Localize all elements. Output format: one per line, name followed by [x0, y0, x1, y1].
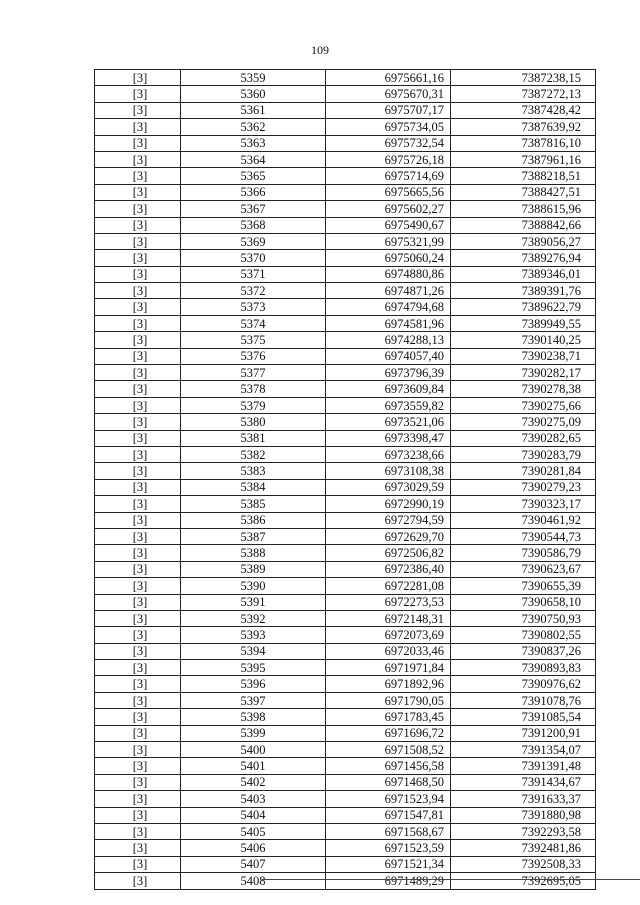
- reference-cell: [3]: [95, 348, 181, 364]
- table-row: [95, 725, 596, 741]
- y-coordinate-cell: 7391078,76: [451, 692, 596, 708]
- x-coordinate-cell: 6971790,05: [326, 692, 451, 708]
- y-coordinate-cell: 7390282,17: [451, 365, 596, 381]
- point-number-cell: 5401: [181, 758, 326, 774]
- y-coordinate-cell: 7389622,79: [451, 299, 596, 315]
- reference-cell: [3]: [95, 496, 181, 512]
- table-row: [95, 774, 596, 790]
- table-row: [95, 545, 596, 561]
- table-row: [95, 201, 596, 217]
- reference-cell: [3]: [95, 446, 181, 462]
- point-number-cell: 5366: [181, 184, 326, 200]
- x-coordinate-cell: 6972794,59: [326, 512, 451, 528]
- table-row: [95, 594, 596, 610]
- point-number-cell: 5361: [181, 102, 326, 118]
- table-row: [95, 414, 596, 430]
- x-coordinate-cell: 6971892,96: [326, 676, 451, 692]
- table-row: [95, 119, 596, 135]
- table-row: [95, 250, 596, 266]
- y-coordinate-cell: 7392481,86: [451, 840, 596, 856]
- y-coordinate-cell: 7387961,16: [451, 151, 596, 167]
- reference-cell: [3]: [95, 250, 181, 266]
- point-number-cell: 5373: [181, 299, 326, 315]
- table-row: [95, 840, 596, 856]
- point-number-cell: 5360: [181, 86, 326, 102]
- point-number-cell: 5388: [181, 545, 326, 561]
- reference-cell: [3]: [95, 430, 181, 446]
- y-coordinate-cell: 7389056,27: [451, 233, 596, 249]
- y-coordinate-cell: 7390283,79: [451, 446, 596, 462]
- point-number-cell: 5383: [181, 463, 326, 479]
- table-row: [95, 512, 596, 528]
- reference-cell: [3]: [95, 414, 181, 430]
- point-number-cell: 5381: [181, 430, 326, 446]
- point-number-cell: 5389: [181, 561, 326, 577]
- y-coordinate-cell: 7389391,76: [451, 283, 596, 299]
- reference-cell: [3]: [95, 479, 181, 495]
- y-coordinate-cell: 7390279,23: [451, 479, 596, 495]
- table-row: [95, 381, 596, 397]
- point-number-cell: 5379: [181, 397, 326, 413]
- table-row: [95, 70, 596, 86]
- y-coordinate-cell: 7390275,66: [451, 397, 596, 413]
- table-row: [95, 873, 596, 889]
- point-number-cell: 5372: [181, 283, 326, 299]
- y-coordinate-cell: 7390655,39: [451, 578, 596, 594]
- bottom-rule: [262, 879, 640, 880]
- x-coordinate-cell: 6974794,68: [326, 299, 451, 315]
- point-number-cell: 5382: [181, 446, 326, 462]
- reference-cell: [3]: [95, 823, 181, 839]
- x-coordinate-cell: 6975734,05: [326, 119, 451, 135]
- x-coordinate-cell: 6973559,82: [326, 397, 451, 413]
- reference-cell: [3]: [95, 873, 181, 889]
- reference-cell: [3]: [95, 512, 181, 528]
- point-number-cell: 5404: [181, 807, 326, 823]
- y-coordinate-cell: 7392695,05: [451, 873, 596, 889]
- table-row: [95, 528, 596, 544]
- y-coordinate-cell: 7388842,66: [451, 217, 596, 233]
- y-coordinate-cell: 7390238,71: [451, 348, 596, 364]
- table-row: [95, 151, 596, 167]
- y-coordinate-cell: 7392508,33: [451, 856, 596, 872]
- table-row: [95, 283, 596, 299]
- x-coordinate-cell: 6973796,39: [326, 365, 451, 381]
- y-coordinate-cell: 7389949,55: [451, 315, 596, 331]
- reference-cell: [3]: [95, 201, 181, 217]
- table-row: [95, 709, 596, 725]
- point-number-cell: 5377: [181, 365, 326, 381]
- table-row: [95, 135, 596, 151]
- table-row: [95, 168, 596, 184]
- x-coordinate-cell: 6973521,06: [326, 414, 451, 430]
- y-coordinate-cell: 7391633,37: [451, 791, 596, 807]
- point-number-cell: 5405: [181, 823, 326, 839]
- x-coordinate-cell: 6971468,50: [326, 774, 451, 790]
- point-number-cell: 5365: [181, 168, 326, 184]
- reference-cell: [3]: [95, 594, 181, 610]
- reference-cell: [3]: [95, 217, 181, 233]
- point-number-cell: 5385: [181, 496, 326, 512]
- point-number-cell: 5397: [181, 692, 326, 708]
- point-number-cell: 5376: [181, 348, 326, 364]
- reference-cell: [3]: [95, 742, 181, 758]
- x-coordinate-cell: 6975060,24: [326, 250, 451, 266]
- y-coordinate-cell: 7389346,01: [451, 266, 596, 282]
- y-coordinate-cell: 7390461,92: [451, 512, 596, 528]
- x-coordinate-cell: 6972033,46: [326, 643, 451, 659]
- point-number-cell: 5408: [181, 873, 326, 889]
- y-coordinate-cell: 7388218,51: [451, 168, 596, 184]
- y-coordinate-cell: 7390893,83: [451, 660, 596, 676]
- x-coordinate-cell: 6972273,53: [326, 594, 451, 610]
- reference-cell: [3]: [95, 70, 181, 86]
- x-coordinate-cell: 6974871,26: [326, 283, 451, 299]
- y-coordinate-cell: 7390586,79: [451, 545, 596, 561]
- y-coordinate-cell: 7390544,73: [451, 528, 596, 544]
- point-number-cell: 5369: [181, 233, 326, 249]
- x-coordinate-cell: 6974880,86: [326, 266, 451, 282]
- x-coordinate-cell: 6975490,67: [326, 217, 451, 233]
- y-coordinate-cell: 7391391,48: [451, 758, 596, 774]
- y-coordinate-cell: 7391200,91: [451, 725, 596, 741]
- table-row: [95, 86, 596, 102]
- x-coordinate-cell: 6975670,31: [326, 86, 451, 102]
- x-coordinate-cell: 6974581,96: [326, 315, 451, 331]
- reference-cell: [3]: [95, 283, 181, 299]
- x-coordinate-cell: 6975602,27: [326, 201, 451, 217]
- reference-cell: [3]: [95, 725, 181, 741]
- x-coordinate-cell: 6971523,59: [326, 840, 451, 856]
- table-row: [95, 430, 596, 446]
- x-coordinate-cell: 6973398,47: [326, 430, 451, 446]
- reference-cell: [3]: [95, 528, 181, 544]
- x-coordinate-cell: 6971971,84: [326, 660, 451, 676]
- table-row: [95, 446, 596, 462]
- x-coordinate-cell: 6975321,99: [326, 233, 451, 249]
- table-row: [95, 758, 596, 774]
- table-row: [95, 217, 596, 233]
- point-number-cell: 5380: [181, 414, 326, 430]
- reference-cell: [3]: [95, 758, 181, 774]
- x-coordinate-cell: 6971456,58: [326, 758, 451, 774]
- reference-cell: [3]: [95, 856, 181, 872]
- table-row: [95, 627, 596, 643]
- point-number-cell: 5362: [181, 119, 326, 135]
- y-coordinate-cell: 7390658,10: [451, 594, 596, 610]
- point-number-cell: 5393: [181, 627, 326, 643]
- y-coordinate-cell: 7391880,98: [451, 807, 596, 823]
- reference-cell: [3]: [95, 168, 181, 184]
- x-coordinate-cell: 6975726,18: [326, 151, 451, 167]
- reference-cell: [3]: [95, 774, 181, 790]
- reference-cell: [3]: [95, 676, 181, 692]
- table-row: [95, 856, 596, 872]
- point-number-cell: 5391: [181, 594, 326, 610]
- point-number-cell: 5378: [181, 381, 326, 397]
- table-row: [95, 660, 596, 676]
- reference-cell: [3]: [95, 643, 181, 659]
- table-row: [95, 266, 596, 282]
- reference-cell: [3]: [95, 709, 181, 725]
- reference-cell: [3]: [95, 627, 181, 643]
- point-number-cell: 5399: [181, 725, 326, 741]
- x-coordinate-cell: 6971521,34: [326, 856, 451, 872]
- table-row: [95, 676, 596, 692]
- x-coordinate-cell: 6972629,70: [326, 528, 451, 544]
- table-row: [95, 233, 596, 249]
- x-coordinate-cell: 6972506,82: [326, 545, 451, 561]
- reference-cell: [3]: [95, 332, 181, 348]
- x-coordinate-cell: 6972990,19: [326, 496, 451, 512]
- y-coordinate-cell: 7391085,54: [451, 709, 596, 725]
- x-coordinate-cell: 6971523,94: [326, 791, 451, 807]
- reference-cell: [3]: [95, 791, 181, 807]
- x-coordinate-cell: 6972148,31: [326, 610, 451, 626]
- y-coordinate-cell: 7390802,55: [451, 627, 596, 643]
- x-coordinate-cell: 6972073,69: [326, 627, 451, 643]
- reference-cell: [3]: [95, 660, 181, 676]
- point-number-cell: 5407: [181, 856, 326, 872]
- table-row: [95, 643, 596, 659]
- reference-cell: [3]: [95, 692, 181, 708]
- table-row: [95, 184, 596, 200]
- point-number-cell: 5368: [181, 217, 326, 233]
- point-number-cell: 5390: [181, 578, 326, 594]
- y-coordinate-cell: 7390323,17: [451, 496, 596, 512]
- reference-cell: [3]: [95, 184, 181, 200]
- point-number-cell: 5398: [181, 709, 326, 725]
- reference-cell: [3]: [95, 266, 181, 282]
- y-coordinate-cell: 7390976,62: [451, 676, 596, 692]
- y-coordinate-cell: 7387238,15: [451, 70, 596, 86]
- table-row: [95, 348, 596, 364]
- table-row: [95, 807, 596, 823]
- reference-cell: [3]: [95, 151, 181, 167]
- x-coordinate-cell: 6971568,67: [326, 823, 451, 839]
- reference-cell: [3]: [95, 807, 181, 823]
- coordinates-table: [94, 69, 596, 890]
- point-number-cell: 5359: [181, 70, 326, 86]
- reference-cell: [3]: [95, 561, 181, 577]
- page-number: 109: [311, 43, 329, 57]
- point-number-cell: 5400: [181, 742, 326, 758]
- x-coordinate-cell: 6974288,13: [326, 332, 451, 348]
- table-row: [95, 397, 596, 413]
- x-coordinate-cell: 6971489,29: [326, 873, 451, 889]
- x-coordinate-cell: 6973609,84: [326, 381, 451, 397]
- table-row: [95, 561, 596, 577]
- table-row: [95, 823, 596, 839]
- y-coordinate-cell: 7390750,93: [451, 610, 596, 626]
- x-coordinate-cell: 6973108,38: [326, 463, 451, 479]
- y-coordinate-cell: 7390623,67: [451, 561, 596, 577]
- reference-cell: [3]: [95, 365, 181, 381]
- reference-cell: [3]: [95, 545, 181, 561]
- point-number-cell: 5394: [181, 643, 326, 659]
- y-coordinate-cell: 7387272,13: [451, 86, 596, 102]
- x-coordinate-cell: 6975714,69: [326, 168, 451, 184]
- y-coordinate-cell: 7390140,25: [451, 332, 596, 348]
- table-row: [95, 365, 596, 381]
- y-coordinate-cell: 7390275,09: [451, 414, 596, 430]
- x-coordinate-cell: 6975732,54: [326, 135, 451, 151]
- y-coordinate-cell: 7392293,58: [451, 823, 596, 839]
- table-row: [95, 463, 596, 479]
- reference-cell: [3]: [95, 135, 181, 151]
- point-number-cell: 5396: [181, 676, 326, 692]
- table-row: [95, 332, 596, 348]
- table-row: [95, 791, 596, 807]
- reference-cell: [3]: [95, 86, 181, 102]
- point-number-cell: 5406: [181, 840, 326, 856]
- table-row: [95, 692, 596, 708]
- reference-cell: [3]: [95, 397, 181, 413]
- x-coordinate-cell: 6975661,16: [326, 70, 451, 86]
- point-number-cell: 5371: [181, 266, 326, 282]
- y-coordinate-cell: 7390282,65: [451, 430, 596, 446]
- x-coordinate-cell: 6973238,66: [326, 446, 451, 462]
- x-coordinate-cell: 6973029,59: [326, 479, 451, 495]
- y-coordinate-cell: 7387639,92: [451, 119, 596, 135]
- y-coordinate-cell: 7388427,51: [451, 184, 596, 200]
- table-row: [95, 479, 596, 495]
- point-number-cell: 5363: [181, 135, 326, 151]
- point-number-cell: 5402: [181, 774, 326, 790]
- point-number-cell: 5386: [181, 512, 326, 528]
- point-number-cell: 5384: [181, 479, 326, 495]
- reference-cell: [3]: [95, 610, 181, 626]
- coordinates-table-body: [95, 70, 596, 890]
- point-number-cell: 5375: [181, 332, 326, 348]
- x-coordinate-cell: 6972386,40: [326, 561, 451, 577]
- x-coordinate-cell: 6972281,08: [326, 578, 451, 594]
- x-coordinate-cell: 6971696,72: [326, 725, 451, 741]
- reference-cell: [3]: [95, 119, 181, 135]
- table-row: [95, 299, 596, 315]
- table-row: [95, 610, 596, 626]
- point-number-cell: 5403: [181, 791, 326, 807]
- point-number-cell: 5364: [181, 151, 326, 167]
- y-coordinate-cell: 7387816,10: [451, 135, 596, 151]
- x-coordinate-cell: 6971547,81: [326, 807, 451, 823]
- reference-cell: [3]: [95, 102, 181, 118]
- reference-cell: [3]: [95, 233, 181, 249]
- x-coordinate-cell: 6971508,52: [326, 742, 451, 758]
- y-coordinate-cell: 7388615,96: [451, 201, 596, 217]
- y-coordinate-cell: 7389276,94: [451, 250, 596, 266]
- point-number-cell: 5387: [181, 528, 326, 544]
- reference-cell: [3]: [95, 578, 181, 594]
- y-coordinate-cell: 7390278,38: [451, 381, 596, 397]
- reference-cell: [3]: [95, 381, 181, 397]
- reference-cell: [3]: [95, 463, 181, 479]
- reference-cell: [3]: [95, 315, 181, 331]
- point-number-cell: 5370: [181, 250, 326, 266]
- point-number-cell: 5374: [181, 315, 326, 331]
- y-coordinate-cell: 7391354,07: [451, 742, 596, 758]
- reference-cell: [3]: [95, 840, 181, 856]
- y-coordinate-cell: 7390281,84: [451, 463, 596, 479]
- y-coordinate-cell: 7390837,26: [451, 643, 596, 659]
- x-coordinate-cell: 6975707,17: [326, 102, 451, 118]
- table-row: [95, 315, 596, 331]
- y-coordinate-cell: 7391434,67: [451, 774, 596, 790]
- y-coordinate-cell: 7387428,42: [451, 102, 596, 118]
- x-coordinate-cell: 6974057,40: [326, 348, 451, 364]
- x-coordinate-cell: 6975665,56: [326, 184, 451, 200]
- x-coordinate-cell: 6971783,45: [326, 709, 451, 725]
- table-row: [95, 496, 596, 512]
- table-row: [95, 742, 596, 758]
- table-row: [95, 578, 596, 594]
- point-number-cell: 5392: [181, 610, 326, 626]
- table-row: [95, 102, 596, 118]
- point-number-cell: 5395: [181, 660, 326, 676]
- point-number-cell: 5367: [181, 201, 326, 217]
- reference-cell: [3]: [95, 299, 181, 315]
